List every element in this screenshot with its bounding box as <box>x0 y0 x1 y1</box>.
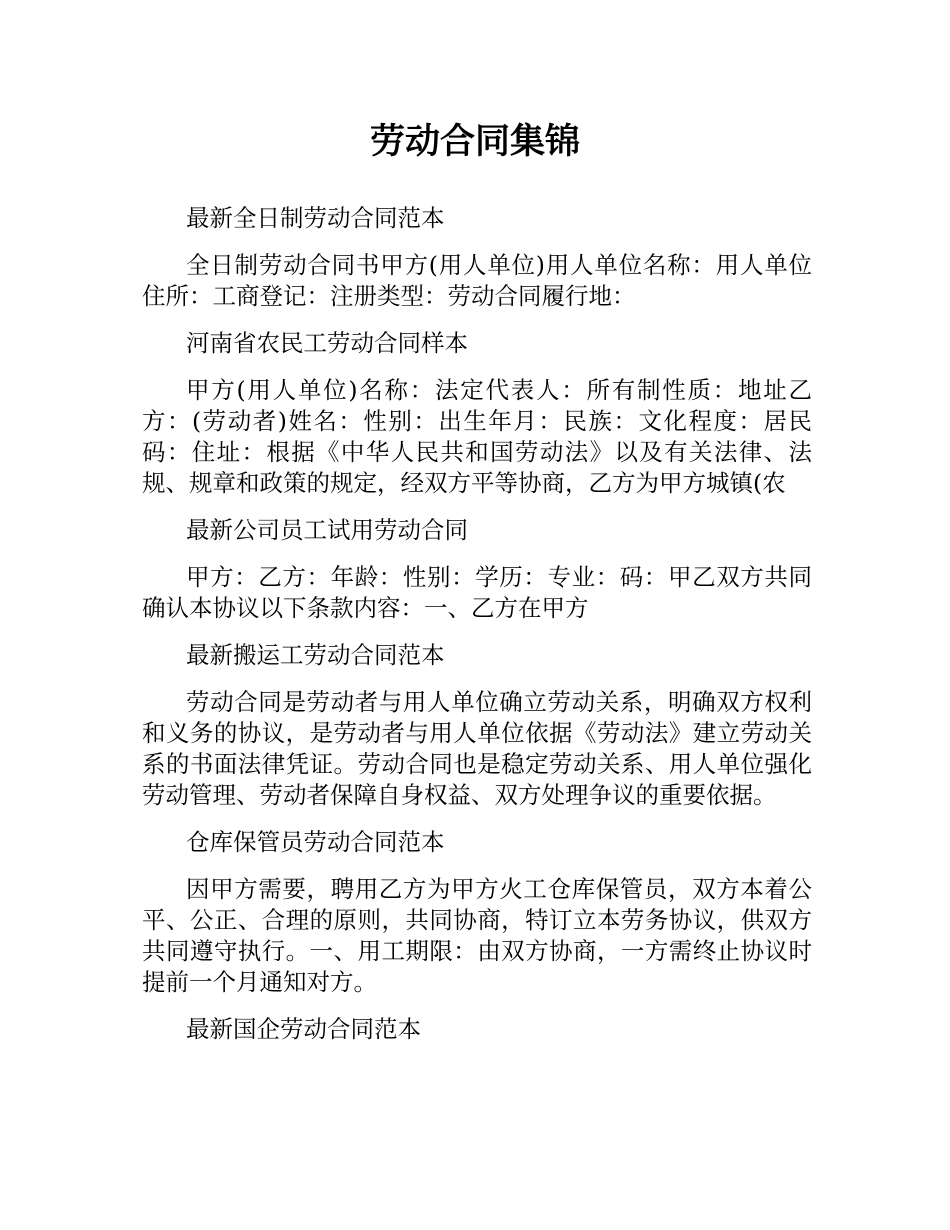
section-excerpt: 劳动合同是劳动者与用人单位确立劳动关系，明确双方权利和义务的协议，是劳动者与用人单位依据《劳动法》建立劳动关系的书面法律凭证。劳动合同也是稳定劳动关系、用人单位强化劳动管理、劳动者保障自身权益、双方处理争议的重要依据。 <box>142 688 812 809</box>
section-excerpt: 甲方(用人单位)名称：法定代表人：所有制性质：地址乙方：(劳动者)姓名：性别：出生年月：民族：文化程度：居民码：住址：根据《中华人民共和国劳动法》以及有关法律、法规、规章和政策的规定，经双方平等协商，乙方为甲方城镇(农 <box>142 376 812 497</box>
section-heading: 最新搬运工劳动合同范本 <box>186 641 445 669</box>
document-body <box>142 203 812 1061</box>
section-heading: 最新国企劳动合同范本 <box>186 1015 421 1043</box>
section-heading: 最新公司员工试用劳动合同 <box>186 516 468 544</box>
section-excerpt: 因甲方需要，聘用乙方为甲方火工仓库保管员，双方本着公平、公正、合理的原则，共同协商，特订立本劳务协议，供双方共同遵守执行。一、用工期限：由双方协商，一方需终止协议时提前一个月通知对方。 <box>142 875 812 996</box>
section-excerpt: 全日制劳动合同书甲方(用人单位)用人单位名称：用人单位住所：工商登记：注册类型：劳动合同履行地： <box>142 251 812 310</box>
section-excerpt: 甲方：乙方：年龄：性别：学历：专业：码：甲乙双方共同确认本协议以下条款内容：一、乙方在甲方 <box>142 563 812 622</box>
document-title: 劳动合同集锦 <box>369 122 580 162</box>
section-heading: 仓库保管员劳动合同范本 <box>186 828 445 856</box>
section-heading: 河南省农民工劳动合同样本 <box>186 329 468 357</box>
section-heading: 最新全日制劳动合同范本 <box>186 204 445 232</box>
